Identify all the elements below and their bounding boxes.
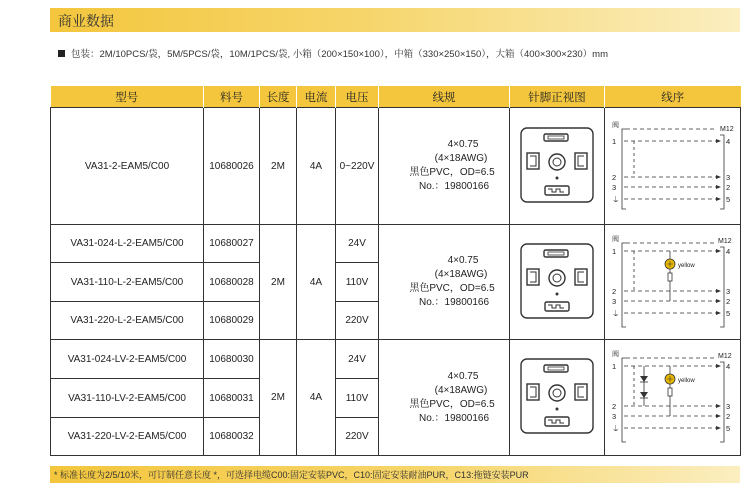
pin-label: 1 — [611, 362, 616, 371]
part-no-cell: 10680031 — [204, 379, 260, 418]
pin-label: 3 — [611, 182, 616, 192]
valve-label: 阀 — [611, 235, 619, 243]
wire-spec-line: No.：19800166 — [418, 297, 490, 308]
voltage-cell: 220V — [336, 302, 379, 340]
wire-spec-line: 黑色PVC，OD=6.5 — [409, 398, 495, 410]
header-voltage: 电压 — [336, 86, 379, 108]
wire-spec-cell — [379, 108, 510, 225]
ground-icon: ⏚ — [611, 194, 619, 204]
ground-icon: ⏚ — [611, 424, 619, 433]
target-label: 2 — [725, 296, 730, 306]
target-label: 2 — [725, 182, 730, 192]
connector-label: M12 — [717, 237, 732, 245]
part-no-cell: 10680030 — [204, 340, 260, 379]
wiring-cell — [605, 225, 741, 340]
part-no-cell: 10680028 — [204, 263, 260, 302]
model-cell: VA31-024-LV-2-EAM5/C00 — [51, 340, 204, 379]
current-cell: 4A — [297, 225, 336, 340]
target-label: 2 — [725, 412, 730, 421]
length-cell: 2M — [260, 225, 297, 340]
target-label: 4 — [725, 246, 730, 256]
model-cell: VA31-220-L-2-EAM5/C00 — [51, 302, 204, 340]
resistor-icon — [668, 388, 672, 396]
pin-label: 2 — [611, 172, 616, 182]
model-cell: VA31-110-L-2-EAM5/C00 — [51, 263, 204, 302]
connector-face-diagram — [519, 126, 595, 204]
model-cell: VA31-2-EAM5/C00 — [51, 108, 204, 225]
length-cell: 2M — [260, 108, 297, 225]
length-cell: 2M — [260, 340, 297, 456]
header-wire-spec: 线规 — [379, 86, 510, 108]
target-label: 5 — [725, 308, 730, 318]
wiring-diagram-led — [608, 231, 738, 331]
resistor-icon — [668, 273, 672, 281]
wiring-diagram-led-varistor — [608, 346, 738, 446]
part-no-cell: 10680026 — [204, 108, 260, 225]
header-model: 型号 — [51, 86, 204, 108]
wire-spec-line: No.：19800166 — [418, 412, 490, 424]
pin-view-cell — [510, 108, 605, 225]
model-cell: VA31-024-L-2-EAM5/C00 — [51, 225, 204, 263]
section-header-bar — [50, 8, 740, 32]
connector-label: M12 — [719, 125, 734, 133]
pin-label: 2 — [611, 402, 616, 411]
diode-icon — [640, 392, 648, 398]
valve-label: 阀 — [611, 121, 619, 129]
packaging-info — [58, 46, 608, 60]
voltage-cell: 24V — [336, 340, 379, 379]
connector-label: M12 — [717, 353, 732, 360]
pin-label: 3 — [611, 412, 616, 421]
diode-icon — [640, 376, 648, 382]
voltage-cell: 0~220V — [336, 108, 379, 225]
led-color-label: yellow — [677, 378, 695, 384]
wire-spec-line: (4×18AWG) — [434, 384, 488, 396]
pin-label: 1 — [611, 246, 616, 256]
wire-spec-line: 黑色PVC，OD=6.5 — [409, 283, 495, 294]
pin-label: 2 — [611, 286, 616, 296]
wire-spec-line: No.：19800166 — [418, 181, 490, 192]
current-cell: 4A — [297, 108, 336, 225]
target-label: 3 — [725, 402, 730, 411]
header-wiring: 线序 — [605, 86, 741, 108]
pin-view-cell — [510, 225, 605, 340]
wire-spec-line: 4×0.75 — [447, 370, 479, 382]
part-no-cell: 10680029 — [204, 302, 260, 340]
target-label: 3 — [725, 172, 730, 182]
footnote-text: * 标准长度为2/5/10米，可订制任意长度 *，可选择电缆C00:固定安装PVC，C10:固定安装耐油PUR，C13:拖链安装PUR — [54, 470, 529, 480]
wiring-cell — [605, 108, 741, 225]
voltage-cell: 110V — [336, 263, 379, 302]
pin-label: 1 — [611, 136, 616, 146]
valve-label: 阀 — [611, 351, 619, 358]
header-pin-view: 针脚正视图 — [510, 86, 605, 108]
wiring-diagram — [608, 117, 738, 213]
header-current: 电流 — [297, 86, 336, 108]
table-row — [51, 340, 741, 379]
header-part-no: 料号 — [204, 86, 260, 108]
voltage-cell: 24V — [336, 225, 379, 263]
voltage-cell: 110V — [336, 379, 379, 418]
pin-view-cell — [510, 340, 605, 456]
led-color-label: yellow — [677, 262, 695, 269]
wire-spec-line: 4×0.75 — [447, 255, 479, 266]
header-length: 长度 — [260, 86, 297, 108]
product-spec-table — [50, 86, 741, 456]
part-no-cell: 10680032 — [204, 418, 260, 456]
wire-spec-line: 4×0.75 — [447, 139, 479, 150]
target-label: 4 — [725, 136, 730, 146]
table-row — [51, 225, 741, 263]
bullet-square-icon — [58, 50, 65, 57]
connector-face-diagram — [519, 357, 595, 435]
part-no-cell: 10680027 — [204, 225, 260, 263]
target-label: 3 — [725, 286, 730, 296]
model-cell: VA31-110-LV-2-EAM5/C00 — [51, 379, 204, 418]
wire-spec-line: 黑色PVC，OD=6.5 — [409, 167, 495, 178]
table-row — [51, 108, 741, 225]
ground-icon: ⏚ — [611, 308, 619, 318]
table-header-row — [51, 86, 741, 108]
current-cell: 4A — [297, 340, 336, 456]
model-cell: VA31-220-LV-2-EAM5/C00 — [51, 418, 204, 456]
packaging-text: 包装：2M/10PCS/袋，5M/5PCS/袋，10M/1PCS/袋, 小箱（200×150×100），中箱（330×250×150），大箱（400×300×230）mm — [71, 49, 608, 60]
voltage-cell: 220V — [336, 418, 379, 456]
wire-spec-cell — [379, 340, 510, 456]
pin-label: 3 — [611, 296, 616, 306]
wire-spec-line: (4×18AWG) — [434, 269, 488, 280]
wiring-cell — [605, 340, 741, 456]
wire-spec-line: (4×18AWG) — [434, 153, 488, 164]
connector-face-diagram — [519, 242, 595, 320]
target-label: 5 — [725, 424, 730, 433]
section-title: 商业数据 — [58, 13, 114, 29]
target-label: 5 — [725, 194, 730, 204]
wire-spec-cell — [379, 225, 510, 340]
target-label: 4 — [725, 362, 730, 371]
